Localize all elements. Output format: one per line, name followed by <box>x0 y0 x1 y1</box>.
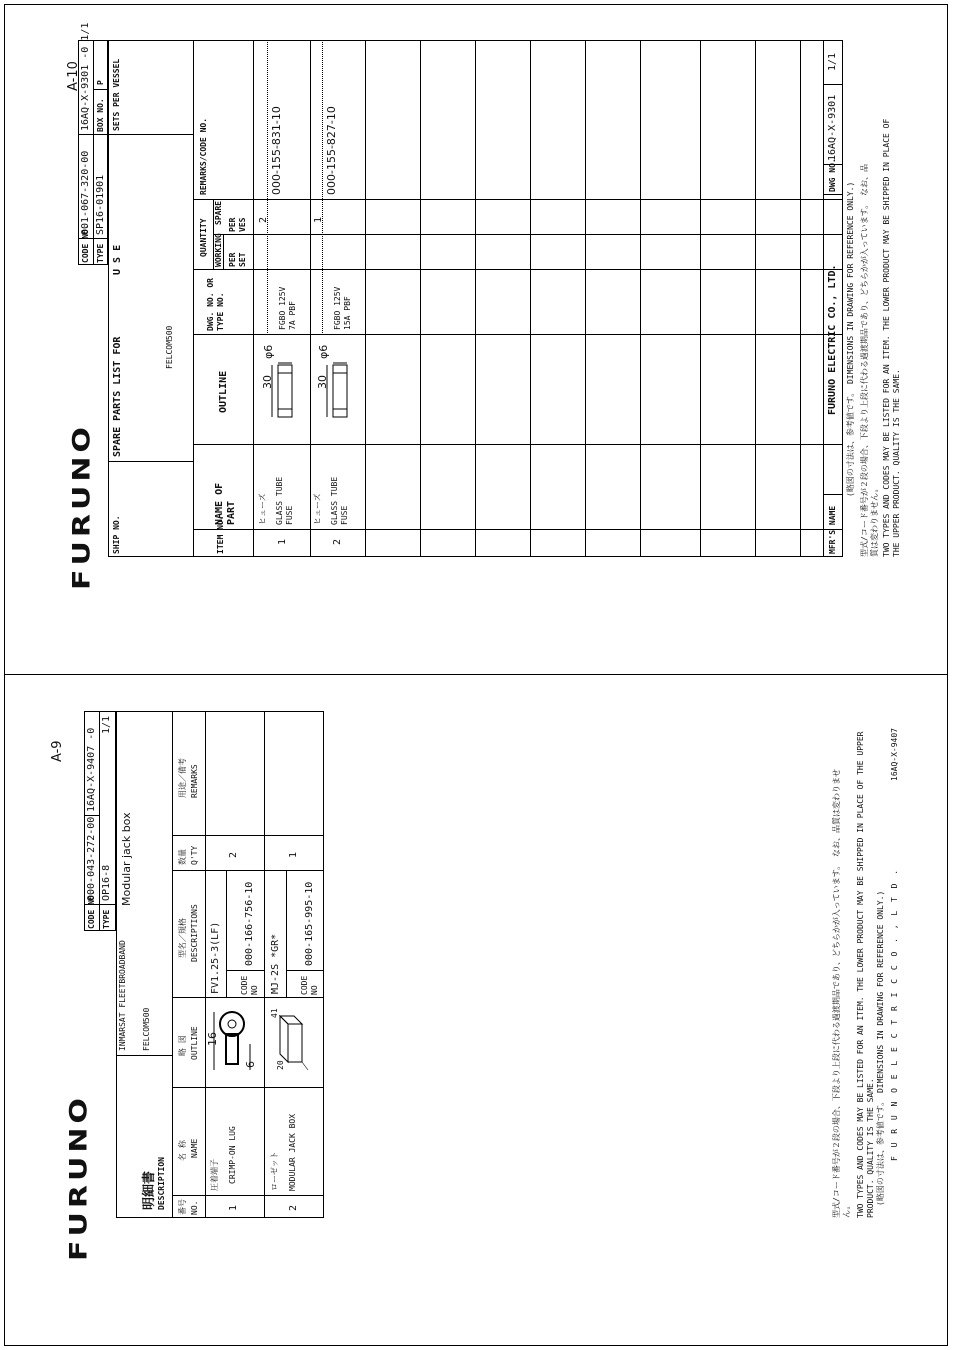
row1-type-no: FGBO 125V 7A PBF <box>278 286 297 330</box>
col-spare: SPARE <box>214 200 223 225</box>
title-jp: 明細書 <box>142 1170 157 1210</box>
title-en: DESCRIPTION <box>157 1157 166 1210</box>
col-qty-en: Q'TY <box>190 845 199 865</box>
row1-dim-a: 16 <box>206 1032 219 1046</box>
row2-dim-len: 30 <box>316 375 329 389</box>
col-name-of-part: NAME OF PART <box>214 482 237 525</box>
col-outline-jp: 略 図 <box>178 1035 187 1056</box>
note-line: (略図の寸法は、参考値です。 DIMENSIONS IN DRAWING FOR REFERENCE ONLY.) <box>846 181 855 497</box>
row1-name-en: CRIMP-ON LUG <box>228 1126 237 1184</box>
row2-code-label: CODE NO <box>300 975 319 995</box>
model-name: FELCOM500 <box>142 1007 151 1051</box>
row2-code: 000-165-995-10 <box>304 881 315 966</box>
box-no-value: P <box>96 80 105 85</box>
col-item-no: ITEM NO. <box>216 515 225 554</box>
row1-spare: 2 <box>258 216 269 223</box>
sheet-number: 1/1 <box>101 715 112 734</box>
col-remarks-en: REMARKS <box>190 764 199 798</box>
row2-item: 2 <box>332 538 343 545</box>
col-name-jp: 名 称 <box>178 1140 187 1161</box>
code-no-value: 001-067-320-00 <box>80 150 91 235</box>
code-no-label: CODE NO. <box>87 890 96 929</box>
type-value: OP16-8 <box>101 864 112 901</box>
note-line: 型式/コード番号が２段の場合、下段より上段に代わる過渡期品であり、どちらかが入っています。 なお、品質は変わりませ <box>832 769 841 1218</box>
page-number: A-9 <box>50 740 65 762</box>
col-per-ves: PER VES <box>228 217 247 232</box>
col-name-en: NAME <box>190 1138 199 1158</box>
row1-desc: FV1.25-3(LF) <box>210 921 221 994</box>
row1-item: 1 <box>277 538 288 545</box>
row2-dim-b: 41 <box>270 1008 279 1018</box>
col-working: WORKING <box>214 233 223 267</box>
row2-dim-dia: φ6 <box>317 344 330 359</box>
row2-code: 000-155-827-10 <box>325 106 338 195</box>
row2-no: 2 <box>288 1204 299 1211</box>
row2-type-no: FGBO 125V 15A PBF <box>333 286 352 330</box>
page-a9 <box>0 676 954 1346</box>
row2-dim-a: 20 <box>276 1060 285 1070</box>
note-line: TWO TYPES AND CODES MAY BE LISTED FOR AN ITEM. THE LOWER PRODUCT MAY BE SHIPPED IN PLACE OF THE UPPER <box>856 731 865 1218</box>
row2-name-en: MODULAR JACK BOX <box>288 1113 297 1191</box>
box-no-label: BOX NO. <box>96 98 105 132</box>
row1-code-label: CODE NO <box>240 975 259 995</box>
note-line: PRODUCT. QUALITY IS THE SAME. <box>866 1078 875 1218</box>
dwg-no-label: DWG NO. <box>828 158 837 192</box>
row2-name-en: GLASS TUBE FUSE <box>330 476 349 525</box>
row1-no: 1 <box>228 1204 239 1211</box>
row1-name-en: GLASS TUBE FUSE <box>275 476 294 525</box>
type-label: TYPE <box>102 909 111 929</box>
sets-per-vessel-label: SETS PER VESSEL <box>112 58 121 131</box>
row2-qty: 1 <box>288 851 299 858</box>
col-no-jp: 番号 <box>178 1199 187 1215</box>
col-remarks: REMARKS/CODE NO. <box>199 117 208 195</box>
row2-desc: MJ-2S *GR* <box>270 933 281 994</box>
page-a9-content <box>0 676 954 1346</box>
note-line: 型式/コード番号が２段の場合、下段より上段に代わる過渡期品であり、どちらかが入っています。 なお、品 <box>860 164 869 557</box>
col-dwg-no: DWG. NO. OR TYPE NO. <box>206 278 225 331</box>
col-outline-en: OUTLINE <box>190 1026 199 1060</box>
code-no-label: CODE NO. <box>81 224 90 263</box>
row1-dim-dia: φ6 <box>262 344 275 359</box>
row1-qty: 2 <box>228 851 239 858</box>
furuno-logo: FURUNO <box>65 1094 93 1261</box>
dwg-no-value: 16AQ-X-9301 <box>827 94 838 161</box>
row1-dim-len: 30 <box>261 375 274 389</box>
drawing-ref: 16AQ-X-9301 -0 1/1 <box>80 22 91 131</box>
note-line: TWO TYPES AND CODES MAY BE LISTED FOR AN ITEM. THE LOWER PRODUCT MAY BE SHIPPED IN PLACE OF <box>882 118 891 557</box>
type-value: SP16-01901 <box>95 174 106 235</box>
row2-name-jp: ヒューズ <box>313 493 322 525</box>
row1-code: 000-166-756-10 <box>244 881 255 966</box>
page-number: A-10 <box>66 61 81 91</box>
note-line: ん。 <box>842 1201 851 1218</box>
code-no-value: 000-043-272-00 <box>86 816 97 901</box>
col-per-set: PER SET <box>228 252 247 267</box>
use-label: U S E <box>112 244 123 275</box>
row2-name-jp: ローゼット <box>270 1151 279 1191</box>
col-outline: OUTLINE <box>218 370 229 413</box>
item-title: Modular jack box <box>120 812 133 906</box>
page-a10-content <box>0 5 954 675</box>
note-line: 質は変わりません。 <box>870 484 879 557</box>
note-line: THE UPPER PRODUCT. QUALITY IS THE SAME. <box>892 369 901 557</box>
col-desc-en: DESCRIPTIONS <box>190 904 199 962</box>
footer-ref: 16AQ-X-9407 <box>890 728 899 781</box>
col-quantity: QUANTITY <box>199 218 208 257</box>
type-label: TYPE <box>96 243 105 263</box>
row1-dim-b: 6 <box>244 1061 257 1068</box>
col-remarks-jp: 用途／備考 <box>178 758 187 798</box>
product-name: INMARSAT FLEETBROADBAND <box>118 940 127 1051</box>
row1-name-jp: ヒューズ <box>258 493 267 525</box>
mfr-name-value: FURUNO ELECTRIC CO., LTD. <box>827 264 838 415</box>
spare-parts-title: SPARE PARTS LIST FOR <box>112 336 123 457</box>
row2-spare: 1 <box>313 216 324 223</box>
page-a10 <box>0 5 954 675</box>
mfr-name-label: MFR'S NAME <box>828 505 837 554</box>
col-desc-jp: 型名／規格 <box>178 918 187 958</box>
row1-code: 000-155-831-10 <box>270 106 283 195</box>
ship-no-label: SHIP NO. <box>112 515 121 554</box>
col-no-en: NO. <box>190 1200 199 1215</box>
note-line: (略図の寸法は、参考値です。 DIMENSIONS IN DRAWING FOR REFERENCE ONLY.) <box>876 890 885 1206</box>
model-name: FELCOM500 <box>165 325 174 369</box>
drawing-ref: 16AQ-X-9407 -0 <box>86 727 97 812</box>
sheet-number: 1/1 <box>827 52 838 71</box>
furuno-logo: FURUNO <box>68 423 96 590</box>
company-name: F U R U N O E L E C T R I C C O . , L T D . <box>890 867 899 1161</box>
row1-name-jp: 圧着端子 <box>210 1159 219 1191</box>
col-qty-jp: 数量 <box>178 849 187 865</box>
